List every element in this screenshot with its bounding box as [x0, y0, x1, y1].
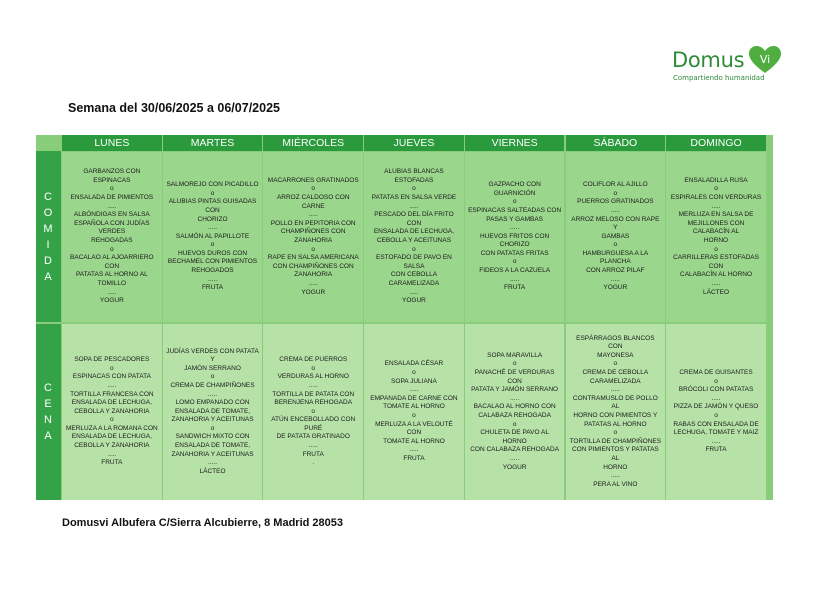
- menu-line: ZANAHORIA: [294, 271, 333, 279]
- cena-cell-domingo: [666, 324, 766, 500]
- menu-line: FRUTA: [201, 284, 224, 292]
- comida-label: [36, 151, 61, 322]
- menu-line: MACARRONES GRATINADOS: [267, 176, 359, 184]
- menu-line: FRUTA: [302, 450, 324, 458]
- menu-line: LECHUGA, TOMATE Y MAIZ: [673, 429, 759, 437]
- menu-line: o: [412, 185, 416, 193]
- menu-line: .....: [107, 381, 117, 389]
- menu-line: o: [311, 364, 316, 372]
- menu-line: REHOGADOS: [191, 267, 234, 275]
- menu-line: o: [110, 245, 114, 253]
- menu-line: FRUTA: [705, 446, 727, 454]
- menu-line: o: [512, 198, 517, 206]
- menu-line: .....: [711, 279, 721, 287]
- menu-line: ENSALADILLA RUSA: [684, 176, 748, 184]
- menu-line: o: [512, 360, 517, 368]
- menu-line: ESPINACAS SALTEADAS CON: [468, 206, 562, 214]
- menu-line: o: [311, 185, 316, 193]
- menu-line: GAZPACHO CON GUARNICIÓN: [488, 181, 541, 197]
- brand-logo: [672, 44, 792, 88]
- menu-line: ENSALADA CÉSAR: [384, 360, 444, 368]
- menu-line: .....: [107, 450, 117, 458]
- menu-line: BACALAO AL HORNO CON: [473, 403, 556, 411]
- menu-line: ESPAÑOLA CON JUDÍAS VERDES: [74, 219, 150, 236]
- menu-line: FIDEOS A LA CAZUELA: [479, 267, 551, 275]
- menu-line: o: [714, 245, 718, 253]
- menu-line: CHORIZO: [197, 215, 228, 223]
- meal-letter: E: [44, 398, 53, 410]
- day-header-jueves: JUEVES: [364, 135, 464, 151]
- day-header-viernes: VIERNES: [465, 135, 565, 151]
- menu-line: .....: [510, 224, 520, 232]
- menu-line: TORTILLA DE PATATA CON: [272, 390, 355, 398]
- menu-line: o: [714, 377, 718, 385]
- menu-line: CREMA DE GUISANTES: [679, 369, 753, 377]
- menu-line: HORNO: [603, 463, 628, 471]
- menu-line: CON PIMIENTOS Y PATATAS AL: [571, 446, 659, 462]
- menu-line: HORNO CON PIMIENTOS Y: [573, 412, 658, 419]
- weekly-menu-table: [36, 135, 773, 500]
- menu-line: o: [512, 420, 517, 428]
- menu-line: BRÓCOLI CON PATATAS: [678, 386, 754, 394]
- meal-letter: A: [44, 270, 53, 283]
- menu-line: ZANAHORIA: [294, 237, 333, 244]
- menu-line: ESPIRALES CON VERDURAS: [670, 194, 762, 202]
- menu-line: .....: [510, 454, 520, 462]
- menu-line: PATATAS AL HORNO AL: [75, 271, 148, 279]
- menu-line: CON PATATAS FRITAS: [480, 249, 549, 257]
- menu-line: .....: [610, 472, 620, 480]
- menu-line: .....: [409, 288, 419, 296]
- menu-line: CON CEBOLLA CARAMELIZADA: [388, 271, 440, 287]
- menu-line: o: [613, 241, 618, 249]
- comida-cell-lunes: [62, 152, 162, 322]
- menu-line: CARRILLERAS ESTOFADAS CON: [673, 254, 759, 270]
- menu-line: .....: [711, 437, 721, 445]
- day-header-miercoles: MIÉRCOLES: [263, 135, 363, 151]
- menu-line: CEBOLLA Y ZANAHORIA: [74, 407, 150, 415]
- comida-cell-jueves: [364, 152, 464, 322]
- menu-line: .....: [711, 394, 721, 402]
- brand-mark-text: Vi: [759, 53, 771, 66]
- menu-line: YOGUR: [99, 297, 124, 305]
- menu-line: .....: [308, 442, 318, 450]
- menu-line: FRUTA: [504, 284, 526, 292]
- menu-line: HAMBURGUESA A LA PLANCHA: [582, 249, 649, 266]
- menu-line: POLLO EN PEPITORIA CON: [270, 219, 356, 227]
- menu-line: RAPE EN SALSA AMERICANA: [267, 254, 359, 262]
- menu-line: TOMATE AL HORNO: [383, 403, 445, 411]
- menu-line: .....: [610, 275, 620, 283]
- menu-line: ZANAHORIA Y ACEITUNAS: [171, 416, 254, 424]
- menu-line: BERENJENA REHOGADA: [274, 399, 353, 407]
- menu-line: PATATA Y JAMÓN SERRANO: [471, 386, 559, 394]
- day-header-domingo: DOMINGO: [666, 135, 766, 151]
- week-title: Semana del 30/06/2025 a 06/07/2025: [68, 101, 280, 115]
- menu-line: CEBOLLA Y ACEITUNAS: [376, 237, 452, 244]
- menu-line: CREMA DE CHAMPIÑONES: [170, 381, 255, 389]
- menu-line: ALUBIAS PINTAS GUISADAS CON: [168, 198, 257, 214]
- menu-line: .: [312, 459, 315, 467]
- menu-line: MERLUZA A LA VELOUTÉ CON: [375, 420, 453, 437]
- menu-line: SALMOREJO CON PICADILLO: [166, 181, 259, 189]
- menu-line: ESTOFADO DE PAVO EN SALSA: [376, 254, 452, 270]
- menu-line: TOMATE AL HORNO: [383, 437, 445, 445]
- menu-line: CREMA DE PUERROS: [279, 356, 348, 364]
- menu-line: SOPA MARAVILLA: [487, 351, 543, 359]
- menu-line: .....: [409, 386, 419, 394]
- menu-line: EMPANADA DE CARNE CON: [370, 394, 458, 402]
- menu-line: o: [613, 429, 618, 437]
- meal-letter: M: [43, 222, 54, 235]
- menu-line: o: [210, 373, 215, 381]
- menu-line: .....: [308, 279, 318, 287]
- menu-line: .....: [208, 459, 218, 467]
- menu-line: GAMBAS: [601, 232, 630, 240]
- menu-line: .....: [308, 211, 318, 219]
- menu-line: TOMILLO: [97, 279, 127, 287]
- menu-line: BACALAO AL AJOARRIERO CON: [70, 254, 154, 270]
- menu-line: HUEVOS DUROS CON: [178, 249, 248, 257]
- menu-line: CREMA DE CEBOLLA: [582, 369, 649, 377]
- menu-line: CON CHAMPIÑONES CON: [272, 262, 354, 270]
- menu-line: RABAS CON ENSALADA DE: [673, 420, 759, 428]
- menu-line: VERDURAS AL HORNO: [277, 373, 349, 381]
- menu-line: o: [311, 407, 316, 415]
- menu-line: CHULETA DE PAVO AL HORNO: [480, 429, 549, 445]
- comida-cell-sabado: [566, 152, 666, 322]
- menu-line: .....: [610, 386, 620, 394]
- menu-line: SOPA DE PESCADORES: [74, 356, 150, 364]
- menu-line: o: [613, 189, 618, 197]
- menu-line: o: [412, 412, 416, 419]
- meal-letter: C: [44, 190, 53, 203]
- comida-cell-viernes: [465, 152, 565, 322]
- menu-line: ARROZ MELOSO CON RAPE Y: [571, 215, 660, 232]
- menu-line: FRUTA: [403, 454, 425, 462]
- menu-line: PANACHÉ DE VERDURAS CON: [474, 369, 555, 385]
- menu-line: REHOGADAS: [91, 237, 133, 244]
- menu-line: TORTILLA DE CHAMPIÑONES: [569, 437, 662, 445]
- brand-name: Domus: [672, 48, 745, 72]
- menu-line: .....: [610, 206, 620, 214]
- menu-line: PASAS Y GAMBAS: [486, 215, 543, 223]
- menu-line: o: [412, 245, 416, 253]
- menu-line: .....: [510, 275, 520, 283]
- menu-line: o: [110, 364, 114, 372]
- meal-letter: O: [43, 206, 54, 219]
- menu-line: CALABAZA REHOGADA: [478, 412, 551, 419]
- menu-line: o: [311, 245, 316, 253]
- comida-cell-miercoles: [263, 152, 363, 322]
- menu-line: CHAMPIÑONES CON: [280, 228, 346, 236]
- menu-line: PIZZA DE JAMÓN Y QUESO: [673, 403, 759, 411]
- menu-line: YOGUR: [301, 288, 326, 296]
- menu-line: YOGUR: [402, 297, 426, 305]
- menu-line: .....: [510, 394, 520, 402]
- menu-line: o: [714, 185, 718, 193]
- menu-line: COLIFLOR AL AJILLO: [582, 181, 648, 189]
- menu-line: JUDÍAS VERDES CON PATATA Y: [166, 347, 259, 364]
- menu-line: o: [110, 416, 114, 424]
- menu-line: ENSALADA DE PIMIENTOS: [70, 194, 154, 202]
- menu-line: .....: [409, 202, 419, 210]
- menu-line: PUERROS GRATINADOS: [577, 198, 654, 206]
- cena-label: [36, 324, 61, 500]
- cena-cell-jueves: [364, 324, 464, 500]
- menu-line: MEJILLONES CON CALABACÍN AL: [687, 219, 745, 236]
- meal-letter: N: [44, 414, 53, 426]
- meal-letter: I: [46, 238, 51, 251]
- menu-line: ATÚN ENCEBOLLADO CON PURÉ: [271, 416, 356, 432]
- menu-line: DE PATATA GRATINADO: [276, 433, 350, 441]
- meal-letter: D: [44, 254, 53, 267]
- menu-line: .....: [711, 202, 721, 210]
- menu-line: o: [210, 189, 215, 197]
- menu-line: YOGUR: [603, 284, 628, 292]
- menu-line: SOPA JULIANA: [391, 377, 437, 385]
- menu-line: CONTRAMUSLO DE POLLO AL: [572, 394, 658, 411]
- menu-line: CON CALABAZA REHOGADA: [470, 446, 560, 454]
- menu-line: LOMO EMPANADO CON: [175, 399, 250, 407]
- menu-line: CALABACÍN AL HORNO: [680, 271, 753, 279]
- meal-letter: C: [44, 382, 53, 394]
- menu-line: o: [110, 185, 114, 193]
- menu-line: o: [412, 369, 416, 377]
- menu-line: JAMÓN SERRANO: [184, 364, 241, 372]
- footer-address: Domusvi Albufera C/Sierra Alcubierre, 8 Madrid 28053: [62, 517, 344, 529]
- menu-line: ESPÁRRAGOS BLANCOS CON: [576, 334, 655, 351]
- menu-line: FRUTA: [101, 459, 123, 467]
- menu-line: .....: [308, 381, 318, 389]
- menu-line: LÁCTEO: [703, 288, 730, 296]
- menu-line: HORNO: [703, 237, 729, 244]
- menu-line: MAYONESA: [597, 351, 634, 359]
- cena-cell-sabado: [566, 324, 666, 500]
- comida-cell-martes: [163, 152, 263, 322]
- menu-line: ENSALADA DE LECHUGA,: [71, 433, 152, 441]
- menu-line: .....: [208, 275, 218, 283]
- menu-line: .....: [208, 224, 218, 232]
- menu-line: ENSALADA DE TOMATE,: [174, 442, 251, 450]
- menu-line: LÁCTEO: [199, 467, 226, 475]
- menu-line: .....: [107, 288, 117, 296]
- brand-heart-icon: [748, 45, 782, 75]
- menu-line: GARBANZOS CON ESPINACAS: [83, 168, 141, 184]
- menu-line: ARROZ CALDOSO CON CARNE: [276, 194, 350, 210]
- menu-line: CARAMELIZADA: [590, 377, 641, 385]
- menu-line: CEBOLLA Y ZANAHORIA: [74, 442, 150, 450]
- brand-tagline: Compartiendo humanidad: [673, 74, 765, 82]
- menu-line: CON ARROZ PILAF: [586, 267, 645, 275]
- menu-line: o: [512, 258, 517, 266]
- menu-line: ENSALADA DE TOMATE,: [174, 407, 251, 415]
- menu-line: TORTILLA FRANCESA CON: [70, 390, 154, 398]
- menu-line: PERA AL VINO: [593, 480, 638, 488]
- menu-line: o: [613, 360, 618, 368]
- menu-line: YOGUR: [502, 463, 527, 471]
- menu-line: HUEVOS FRITOS CON CHORIZO: [480, 232, 550, 249]
- menu-line: SALMÓN AL PAPILLOTE: [175, 232, 250, 240]
- menu-line: MERLUZA A LA ROMANA CON: [65, 424, 158, 432]
- menu-line: PATATAS EN SALSA VERDE: [371, 194, 457, 202]
- cena-cell-miercoles: [263, 324, 363, 500]
- cena-cell-martes: [163, 324, 263, 500]
- menu-line: .....: [107, 202, 117, 210]
- menu-line: ENSALADA DE LECHUGA,: [71, 399, 152, 407]
- menu-line: .....: [409, 446, 419, 454]
- cena-cell-viernes: [465, 324, 565, 500]
- day-header-martes: MARTES: [163, 135, 263, 151]
- menu-line: ENSALADA DE LECHUGA,: [373, 228, 455, 236]
- menu-line: ALBÓNDIGAS EN SALSA: [73, 211, 150, 219]
- menu-line: ZANAHORIA Y ACEITUNAS: [171, 450, 254, 458]
- menu-line: o: [714, 412, 718, 419]
- menu-line: MERLUZA EN SALSA DE: [678, 211, 754, 219]
- cena-cell-lunes: [62, 324, 162, 500]
- day-header-sabado: SÁBADO: [566, 135, 666, 151]
- menu-line: o: [210, 241, 215, 249]
- menu-line: ALUBIAS BLANCAS ESTOFADAS: [384, 168, 444, 184]
- menu-line: .....: [208, 390, 218, 398]
- menu-line: SANDWICH MIXTO CON: [175, 433, 250, 441]
- menu-line: BECHAMEL CON PIMIENTOS: [167, 258, 258, 266]
- day-header-lunes: LUNES: [62, 135, 162, 151]
- comida-cell-domingo: [666, 152, 766, 322]
- menu-line: PESCADO DEL DÍA FRITO CON: [374, 211, 454, 227]
- menu-line: PATATAS AL HORNO: [584, 420, 647, 428]
- menu-line: o: [210, 424, 215, 432]
- menu-line: ESPINACAS CON PATATA: [72, 373, 151, 381]
- meal-letter: A: [44, 430, 53, 442]
